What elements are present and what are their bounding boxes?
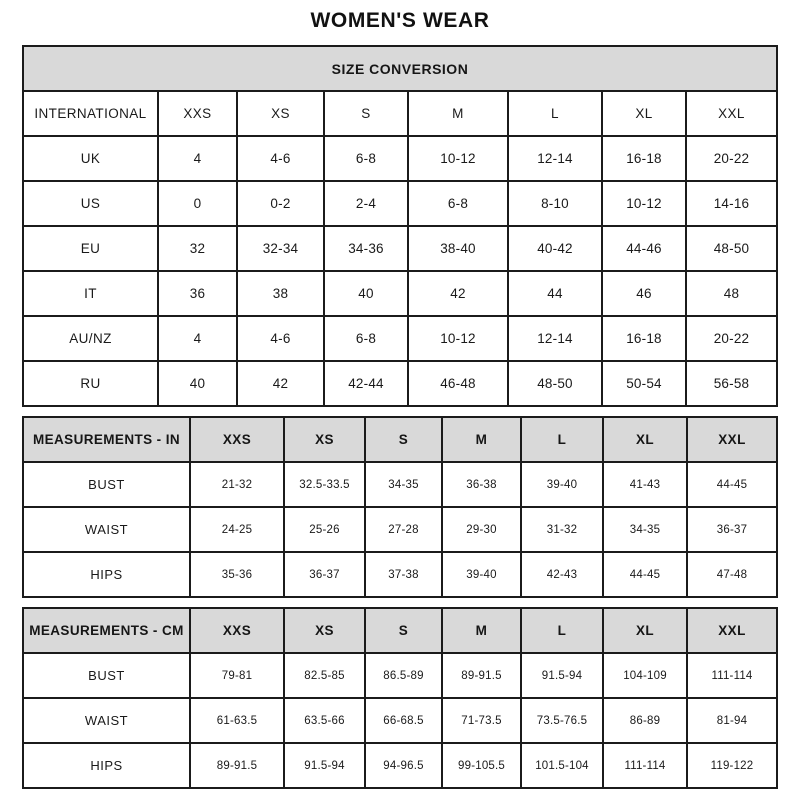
table-row-it (23, 271, 777, 316)
cell-au-nz-xxl: 20-22 (686, 316, 777, 361)
column-header-measurements-in: MEASUREMENTS - IN (23, 417, 190, 462)
cell-uk-xl: 16-18 (602, 136, 686, 181)
table-banner-size-conversion: SIZE CONVERSION (23, 46, 777, 91)
cell-hips-m: 39-40 (442, 552, 521, 597)
cell-hips-xs: 91.5-94 (284, 743, 365, 788)
cell-it-s: 40 (324, 271, 408, 316)
cell-hips-s: 37-38 (365, 552, 442, 597)
cell-eu-xl: 44-46 (602, 226, 686, 271)
row-label-waist: WAIST (23, 507, 190, 552)
cell-waist-xxs: 61-63.5 (190, 698, 284, 743)
row-label-ru: RU (23, 361, 158, 406)
row-label-bust: BUST (23, 462, 190, 507)
measurements-in-table (22, 416, 778, 598)
column-header-s: S (324, 91, 408, 136)
cell-hips-xxs: 89-91.5 (190, 743, 284, 788)
cell-uk-xs: 4-6 (237, 136, 324, 181)
cell-waist-s: 27-28 (365, 507, 442, 552)
cell-uk-s: 6-8 (324, 136, 408, 181)
cell-au-nz-l: 12-14 (508, 316, 602, 361)
row-label-hips: HIPS (23, 552, 190, 597)
table-row-bust (23, 653, 777, 698)
cell-bust-l: 39-40 (521, 462, 603, 507)
column-header-international: INTERNATIONAL (23, 91, 158, 136)
cell-ru-xl: 50-54 (602, 361, 686, 406)
cell-it-m: 42 (408, 271, 508, 316)
column-header-xs: XS (284, 608, 365, 653)
cell-ru-s: 42-44 (324, 361, 408, 406)
column-header-s: S (365, 608, 442, 653)
cell-us-s: 2-4 (324, 181, 408, 226)
cell-bust-xxs: 79-81 (190, 653, 284, 698)
table-row-us (23, 181, 777, 226)
cell-bust-xxl: 44-45 (687, 462, 777, 507)
cell-it-xl: 46 (602, 271, 686, 316)
cell-bust-xs: 32.5-33.5 (284, 462, 365, 507)
cell-uk-l: 12-14 (508, 136, 602, 181)
column-header-xxs: XXS (190, 417, 284, 462)
cell-bust-xxl: 111-114 (687, 653, 777, 698)
table-row-hips (23, 552, 777, 597)
cell-waist-m: 71-73.5 (442, 698, 521, 743)
table-row-au-nz (23, 316, 777, 361)
column-header-xxl: XXL (687, 417, 777, 462)
cell-us-l: 8-10 (508, 181, 602, 226)
cell-it-l: 44 (508, 271, 602, 316)
cell-us-xxs: 0 (158, 181, 237, 226)
table-row-hips (23, 743, 777, 788)
cell-us-xs: 0-2 (237, 181, 324, 226)
column-header-l: L (508, 91, 602, 136)
cell-uk-xxl: 20-22 (686, 136, 777, 181)
cell-eu-xxl: 48-50 (686, 226, 777, 271)
cell-ru-xxs: 40 (158, 361, 237, 406)
cell-au-nz-s: 6-8 (324, 316, 408, 361)
row-label-au-nz: AU/NZ (23, 316, 158, 361)
column-header-l: L (521, 608, 603, 653)
cell-hips-l: 42-43 (521, 552, 603, 597)
cell-bust-s: 86.5-89 (365, 653, 442, 698)
column-header-l: L (521, 417, 603, 462)
cell-hips-xxl: 119-122 (687, 743, 777, 788)
cell-uk-xxs: 4 (158, 136, 237, 181)
cell-hips-l: 101.5-104 (521, 743, 603, 788)
column-header-m: M (442, 608, 521, 653)
table-row-waist (23, 507, 777, 552)
cell-hips-xxs: 35-36 (190, 552, 284, 597)
table-row-bust (23, 462, 777, 507)
column-header-xxl: XXL (687, 608, 777, 653)
row-label-hips: HIPS (23, 743, 190, 788)
column-header-xl: XL (602, 91, 686, 136)
cell-au-nz-xs: 4-6 (237, 316, 324, 361)
cell-bust-m: 89-91.5 (442, 653, 521, 698)
cell-eu-xxs: 32 (158, 226, 237, 271)
column-header-xl: XL (603, 417, 687, 462)
row-label-us: US (23, 181, 158, 226)
column-header-xxs: XXS (158, 91, 237, 136)
cell-it-xxs: 36 (158, 271, 237, 316)
cell-us-xl: 10-12 (602, 181, 686, 226)
cell-ru-xxl: 56-58 (686, 361, 777, 406)
cell-ru-l: 48-50 (508, 361, 602, 406)
cell-eu-xs: 32-34 (237, 226, 324, 271)
column-header-xxs: XXS (190, 608, 284, 653)
cell-hips-s: 94-96.5 (365, 743, 442, 788)
cell-waist-m: 29-30 (442, 507, 521, 552)
row-label-bust: BUST (23, 653, 190, 698)
cell-eu-l: 40-42 (508, 226, 602, 271)
cell-bust-xxs: 21-32 (190, 462, 284, 507)
table-row-ru (23, 361, 777, 406)
cell-hips-xxl: 47-48 (687, 552, 777, 597)
cell-bust-xl: 104-109 (603, 653, 687, 698)
cell-hips-xl: 111-114 (603, 743, 687, 788)
column-header-m: M (408, 91, 508, 136)
column-header-m: M (442, 417, 521, 462)
column-header-s: S (365, 417, 442, 462)
cell-waist-l: 31-32 (521, 507, 603, 552)
column-header-measurements-cm: MEASUREMENTS - CM (23, 608, 190, 653)
cell-bust-s: 34-35 (365, 462, 442, 507)
cell-us-m: 6-8 (408, 181, 508, 226)
table-row-waist (23, 698, 777, 743)
cell-waist-xxs: 24-25 (190, 507, 284, 552)
cell-au-nz-xl: 16-18 (602, 316, 686, 361)
cell-waist-xl: 34-35 (603, 507, 687, 552)
cell-ru-m: 46-48 (408, 361, 508, 406)
table-row-uk (23, 136, 777, 181)
cell-it-xxl: 48 (686, 271, 777, 316)
column-header-xs: XS (237, 91, 324, 136)
page-title: WOMEN'S WEAR (310, 9, 490, 32)
cell-waist-xs: 25-26 (284, 507, 365, 552)
cell-au-nz-m: 10-12 (408, 316, 508, 361)
cell-waist-xs: 63.5-66 (284, 698, 365, 743)
cell-bust-m: 36-38 (442, 462, 521, 507)
row-label-eu: EU (23, 226, 158, 271)
cell-ru-xs: 42 (237, 361, 324, 406)
cell-waist-s: 66-68.5 (365, 698, 442, 743)
cell-eu-s: 34-36 (324, 226, 408, 271)
cell-waist-xl: 86-89 (603, 698, 687, 743)
column-header-xl: XL (603, 608, 687, 653)
cell-hips-xs: 36-37 (284, 552, 365, 597)
cell-us-xxl: 14-16 (686, 181, 777, 226)
column-header-xs: XS (284, 417, 365, 462)
cell-bust-xs: 82.5-85 (284, 653, 365, 698)
cell-waist-l: 73.5-76.5 (521, 698, 603, 743)
cell-uk-m: 10-12 (408, 136, 508, 181)
cell-waist-xxl: 36-37 (687, 507, 777, 552)
cell-eu-m: 38-40 (408, 226, 508, 271)
row-label-waist: WAIST (23, 698, 190, 743)
cell-bust-l: 91.5-94 (521, 653, 603, 698)
cell-it-xs: 38 (237, 271, 324, 316)
table-row-eu (23, 226, 777, 271)
cell-bust-xl: 41-43 (603, 462, 687, 507)
row-label-it: IT (23, 271, 158, 316)
cell-au-nz-xxs: 4 (158, 316, 237, 361)
measurements-cm-table (22, 607, 778, 789)
cell-waist-xxl: 81-94 (687, 698, 777, 743)
column-header-xxl: XXL (686, 91, 777, 136)
cell-hips-xl: 44-45 (603, 552, 687, 597)
row-label-uk: UK (23, 136, 158, 181)
size-conversion-table (22, 45, 778, 407)
cell-hips-m: 99-105.5 (442, 743, 521, 788)
